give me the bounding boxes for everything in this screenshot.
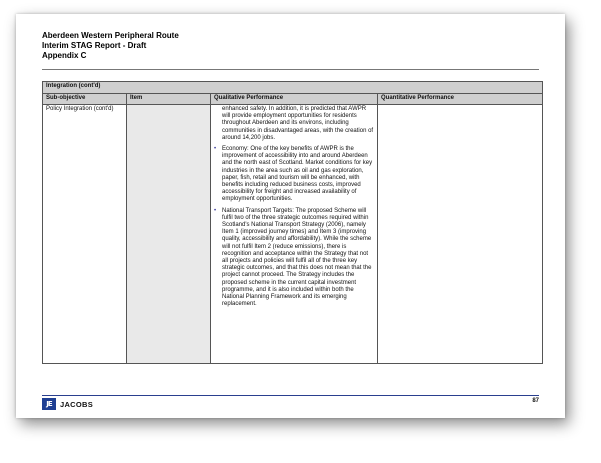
col-header-item: Item — [127, 94, 211, 105]
bullet-icon: • — [214, 146, 217, 153]
logo-mark: JE — [42, 398, 56, 410]
report-subtitle: Interim STAG Report - Draft — [42, 41, 147, 50]
quantitative-cell — [378, 105, 543, 364]
integration-table — [42, 81, 543, 364]
list-item — [214, 208, 374, 309]
document-header — [42, 31, 179, 61]
section-title: Integration (cont'd) — [43, 82, 543, 94]
appendix-label: Appendix C — [42, 51, 87, 60]
header-divider — [42, 69, 539, 70]
bullet-text: National Transport Targets: The proposed Scheme will fulfil two of the three strategic outcomes required within Scotland's National Transport Strategy (2006), namely Item 1 (improved journey times) and Item 3 (improving quality, accessibility and affordability). While the scheme will not fulfil Item 2 (reduce emissions), there is recognition and acceptance within the Strategy that not all projects and policies will fulfil all of the three key strategic outcomes, and that this does not mean that the project cannot proceed. The Strategy includes the proposed scheme in the current capital investment programme, and it is also included within both the National Planning Framework and its emerging replacement. — [222, 207, 372, 308]
jacobs-logo — [42, 398, 93, 410]
qualitative-cell — [211, 105, 378, 364]
list-item — [214, 146, 374, 204]
logo-text: JACOBS — [60, 399, 94, 409]
qualitative-bullets — [214, 146, 374, 308]
bullet-icon: • — [214, 207, 217, 214]
col-header-quantitative: Quantitative Performance — [378, 94, 543, 105]
item-cell — [127, 105, 211, 364]
sub-objective-cell: Policy Integration (cont'd) — [43, 105, 127, 364]
bullet-text: Economy: One of the key benefits of AWPR is the improvement of accessibility into and around Aberdeen and the north east of Scotland. Market conditions for key industries in the area such as oil and gas exploration, paper, fish, retail and tourism will be enhanced, with benefits including reduced business costs, improved accessibility for freight and increased availability of employment opportunities. — [222, 146, 373, 203]
document-page — [16, 14, 565, 418]
col-header-qualitative: Qualitative Performance — [211, 94, 378, 105]
qualitative-intro: enhanced safety. In addition, it is predicted that AWPR will provide employment opportunities for residents throughout Aberdeen and its environs, including communities in disadvantaged areas, with the creation of around 14,200 jobs. — [222, 106, 374, 141]
footer-divider — [42, 395, 539, 396]
col-header-sub-objective: Sub-objective — [43, 94, 127, 105]
table-row — [43, 105, 543, 364]
page-number: 87 — [532, 398, 539, 404]
report-project-title: Aberdeen Western Peripheral Route — [42, 31, 179, 40]
